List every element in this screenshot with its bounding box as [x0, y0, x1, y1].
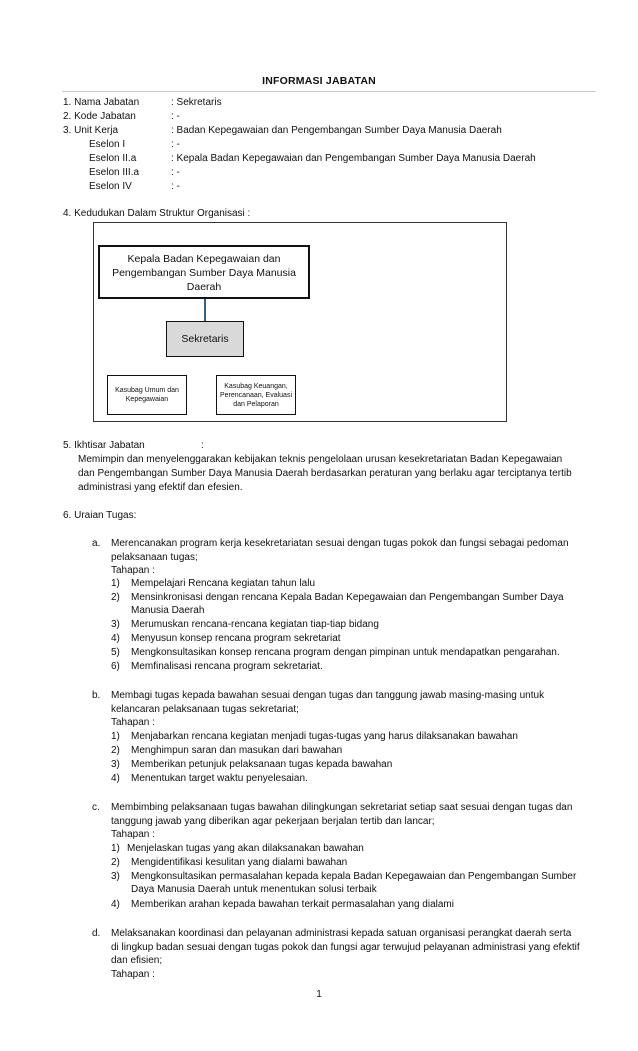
org-box-text: Kasubag Umum dan	[115, 387, 179, 394]
step-number: 1)	[111, 731, 120, 742]
step-text: Menentukan target waktu penyelesaian.	[131, 773, 308, 784]
step-text: Mensinkronisasi dengan rencana Kepala Badan Kepegawaian dan Pengembangan Sumber Daya	[131, 592, 564, 603]
org-box-kepala-badan	[98, 245, 310, 299]
org-box-text: Pengembangan Sumber Daya Manusia	[112, 267, 296, 279]
info-value: : Badan Kepegawaian dan Pengembangan Sumber Daya Manusia Daerah	[171, 125, 502, 136]
task-tahapan-label: Tahapan :	[111, 717, 155, 728]
step-number: 1)	[111, 843, 120, 854]
info-value: : -	[171, 181, 180, 192]
task-text-line: Membimbing pelaksanaan tugas bawahan dilingkungan sekretariat setiap saat sesuai dengan tugas dan	[111, 802, 573, 813]
org-box-kasubag-umum	[107, 375, 187, 415]
task-text-line: dan efisien;	[111, 955, 163, 966]
task-letter: d.	[92, 928, 101, 939]
org-box-text: Kepegawaian	[125, 396, 169, 403]
org-box-text: dan Pelaporan	[233, 400, 279, 408]
task-letter: a.	[92, 538, 101, 549]
step-number: 6)	[111, 661, 120, 672]
step-text: Mengidentifikasi kesulitan yang dialami bawahan	[131, 857, 348, 868]
step-text: Mempelajari Rencana kegiatan tahun lalu	[131, 578, 316, 589]
step-text: Manusia Daerah	[131, 605, 205, 616]
info-label: Eselon II.a	[89, 153, 137, 164]
org-box-sekretaris: Sekretaris	[166, 321, 244, 357]
step-number: 2)	[111, 857, 120, 868]
step-number: 3)	[111, 871, 120, 882]
step-text: Memfinalisasi rencana program sekretariat.	[131, 661, 323, 672]
task-tahapan-label: Tahapan :	[111, 565, 155, 576]
section-6-heading: 6. Uraian Tugas:	[63, 510, 137, 521]
org-box-text: Daerah	[186, 281, 222, 293]
section-4-heading: 4. Kedudukan Dalam Struktur Organisasi :	[63, 208, 251, 219]
org-connector-line	[204, 299, 206, 321]
task-text-line: Merencanakan program kerja kesekretariatan sesuai dengan tugas pokok dan fungsi sebagai pedoman	[111, 538, 569, 549]
step-text: Menjelaskan tugas yang akan dilaksanakan bawahan	[127, 843, 364, 854]
step-number: 2)	[111, 592, 120, 603]
task-letter: b.	[92, 690, 101, 701]
task-letter: c.	[92, 802, 100, 813]
section-5-text-line: administrasi yang efektif dan efesien.	[78, 482, 243, 493]
section-5-heading: 5. Ikhtisar Jabatan	[63, 440, 145, 451]
info-label: 1. Nama Jabatan	[63, 97, 140, 108]
info-label: 2. Kode Jabatan	[63, 111, 136, 122]
org-box-text: Kasubag Keuangan,	[224, 382, 288, 390]
info-value: : -	[171, 111, 180, 122]
section-5-colon: :	[201, 440, 204, 451]
task-text-line: Membagi tugas kepada bawahan sesuai dengan tugas dan tanggung jawab masing-masing untuk	[111, 690, 545, 701]
step-text: Memberikan petunjuk pelaksanaan tugas kepada bawahan	[131, 759, 393, 770]
task-text-line: pelaksanaan tugas;	[111, 552, 198, 563]
step-text: Mengkonsultasikan konsep rencana program dengan pimpinan untuk mendapatkan pengarahan.	[131, 647, 560, 658]
info-label: Eselon I	[89, 139, 126, 150]
step-number: 2)	[111, 745, 120, 756]
info-label: 3. Unit Kerja	[63, 125, 119, 136]
task-text-line: di lingkup badan sesuai dengan tugas pokok dan fungsi agar terwujud pelayanan administrasi yang efektif	[111, 942, 580, 953]
section-5-text-line: dan Pengembangan Sumber Daya Manusia Daerah berdasarkan peraturan yang berlaku agar terciptanya tertib	[78, 468, 572, 479]
info-value: : -	[171, 167, 180, 178]
step-number: 4)	[111, 899, 120, 910]
task-text-line: kelancaran pelaksanaan tugas sekretariat;	[111, 704, 299, 715]
section-5-text-line: Memimpin dan menyelenggarakan kebijakan teknis pengelolaan urusan kesekretariatan Badan Kepegawaian	[78, 454, 563, 465]
org-box-text: Kepala Badan Kepegawaian dan	[127, 253, 281, 265]
step-number: 3)	[111, 759, 120, 770]
page-number: 1	[316, 989, 322, 1000]
task-tahapan-label: Tahapan :	[111, 829, 155, 840]
step-text: Memberikan arahan kepada bawahan terkait permasalahan yang dialami	[131, 899, 454, 910]
step-number: 1)	[111, 578, 120, 589]
step-text: Menjabarkan rencana kegiatan menjadi tugas-tugas yang harus dilaksanakan bawahan	[131, 731, 518, 742]
task-text-line: tanggung jawab yang diberikan agar pekerjaan berjalan tertib dan lancar;	[111, 816, 435, 827]
task-text-line: Melaksanakan koordinasi dan pelayanan administrasi kepada satuan organisasi perangkat daerah serta	[111, 928, 572, 939]
task-tahapan-label: Tahapan :	[111, 969, 155, 980]
org-box-kasubag-keuangan	[216, 375, 296, 415]
step-number: 5)	[111, 647, 120, 658]
step-text: Daya Manusia Daerah untuk menentukan solusi terbaik	[131, 884, 377, 895]
step-text: Menyusun konsep rencana program sekretariat	[131, 633, 341, 644]
step-number: 4)	[111, 633, 120, 644]
step-text: Merumuskan rencana-rencana kegiatan tiap-tiap bidang	[131, 619, 379, 630]
step-text: Mengkonsultasikan permasalahan kepada kepala Badan Kepegawaian dan Pengembangan Sumber	[131, 871, 577, 882]
step-text: Menghimpun saran dan masukan dari bawahan	[131, 745, 343, 756]
org-chart-frame	[93, 222, 507, 422]
org-box-text: Perencanaan, Evaluasi	[220, 391, 292, 399]
step-number: 4)	[111, 773, 120, 784]
title-divider	[62, 91, 596, 92]
info-label: Eselon IV	[89, 181, 132, 192]
info-value: : Sekretaris	[171, 97, 222, 108]
document-title: INFORMASI JABATAN	[262, 75, 376, 87]
info-label: Eselon III.a	[89, 167, 140, 178]
info-value: : -	[171, 139, 180, 150]
info-value: : Kepala Badan Kepegawaian dan Pengembangan Sumber Daya Manusia Daerah	[171, 153, 536, 164]
step-number: 3)	[111, 619, 120, 630]
